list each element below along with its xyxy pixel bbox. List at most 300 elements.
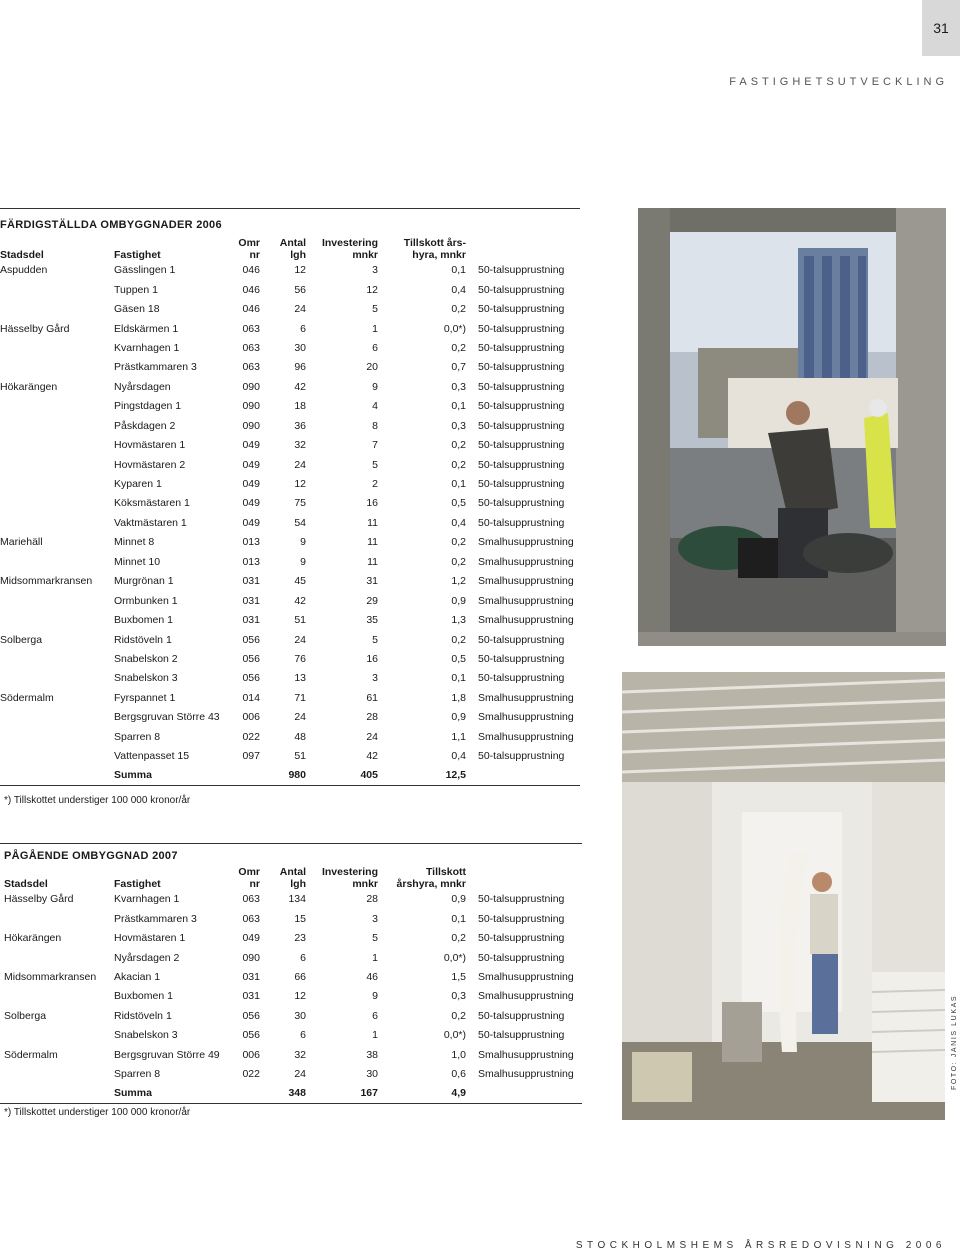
table-row [0, 319, 580, 338]
cell-typ: Smalhusupprustning [478, 536, 574, 549]
cell-fastighet: Hovmästaren 1 [114, 932, 186, 945]
cell-antal: 12 [294, 990, 306, 1003]
cell-tillskott: 0,2 [451, 555, 466, 568]
cell-typ: Smalhusupprustning [478, 970, 574, 983]
table-row [0, 928, 582, 947]
cell-omr: 046 [242, 264, 260, 277]
cell-omr: 056 [242, 652, 260, 665]
cell-antal: 6 [300, 322, 306, 335]
table-row [0, 1006, 582, 1025]
cell-investering: 11 [367, 516, 378, 529]
cell-stadsdel [0, 474, 114, 493]
cell-typ: 50-talsupprustning [478, 633, 565, 646]
cell-typ: Smalhusupprustning [478, 575, 574, 588]
cell-investering: 46 [366, 970, 378, 983]
cell-fastighet: Nyårsdagen [114, 380, 171, 393]
cell-tillskott: 0,3 [451, 990, 466, 1003]
table-row [0, 494, 580, 513]
cell-omr: 049 [242, 932, 260, 945]
cell-stadsdel [0, 649, 114, 668]
cell-fastighet: Sparren 8 [114, 1068, 161, 1081]
cell-fastighet: Köksmästaren 1 [114, 497, 190, 510]
cell-typ: 50-talsupprustning [478, 419, 565, 432]
cell-antal: 42 [294, 380, 306, 393]
cell-stadsdel [0, 909, 114, 928]
cell-fastighet: Vaktmästaren 1 [114, 516, 187, 529]
cell-typ: 50-talsupprustning [478, 439, 565, 452]
cell-stadsdel [0, 455, 114, 474]
table-row [0, 591, 580, 610]
cell-omr: 090 [242, 400, 260, 413]
table-row [0, 377, 580, 396]
cell-tillskott: 0,9 [451, 711, 466, 724]
cell-investering: 42 [366, 750, 378, 763]
cell-fastighet: Ormbunken 1 [114, 594, 178, 607]
cell-fastighet: Vattenpasset 15 [114, 750, 190, 763]
table-row [0, 358, 580, 377]
cell-typ: 50-talsupprustning [478, 380, 565, 393]
col-header-fastighet: Fastighet [114, 248, 161, 261]
cell-typ: 50-talsupprustning [478, 283, 565, 296]
cell-fastighet: Sparren 8 [114, 730, 161, 743]
cell-omr: 031 [242, 614, 260, 627]
cell-typ: Smalhusupprustning [478, 990, 574, 1003]
table-row [0, 708, 580, 727]
cell-investering: 5 [372, 932, 378, 945]
cell-tillskott: 0,3 [451, 380, 466, 393]
cell-typ: 50-talsupprustning [478, 652, 565, 665]
cell-stadsdel [0, 766, 114, 785]
col-header-investering: Investering mnkr [321, 236, 378, 261]
cell-investering: 6 [372, 341, 378, 354]
cell-omr: 049 [242, 458, 260, 471]
cell-antal: 6 [300, 951, 306, 964]
cell-antal: 23 [294, 932, 306, 945]
cell-typ [466, 1084, 582, 1103]
col-header-tillskott: Tillskott års- hyra, mnkr [403, 236, 466, 261]
cell-fastighet: Nyårsdagen 2 [114, 951, 180, 964]
cell-stadsdel [0, 397, 114, 416]
cell-investering: 1 [372, 1029, 378, 1042]
cell-tillskott: 0,9 [451, 594, 466, 607]
cell-tillskott: 0,2 [451, 1009, 466, 1022]
cell-fastighet: Tuppen 1 [114, 283, 158, 296]
cell-fastighet: Ridstöveln 1 [114, 633, 172, 646]
table-row [0, 474, 580, 493]
cell-investering: 3 [372, 264, 378, 277]
cell-stadsdel: Solberga [0, 633, 43, 646]
photo-interior-renovation [622, 672, 945, 1120]
cell-typ: 50-talsupprustning [478, 516, 565, 529]
cell-stadsdel [0, 746, 114, 765]
cell-investering: 24 [366, 730, 378, 743]
cell-investering: 16 [366, 497, 378, 510]
cell-antal: 348 [260, 1084, 306, 1103]
footer-title: STOCKHOLMSHEMS ÅRSREDOVISNING 2006 [575, 1240, 946, 1251]
cell-tillskott: 0,4 [451, 283, 466, 296]
footnote: *) Tillskottet understiger 100 000 kronor/år [4, 795, 191, 806]
cell-tillskott: 1,5 [451, 970, 466, 983]
cell-stadsdel: Södermalm [4, 1048, 58, 1061]
cell-typ: Smalhusupprustning [478, 555, 574, 568]
cell-stadsdel [0, 552, 114, 571]
cell-tillskott: 0,2 [451, 536, 466, 549]
cell-typ: 50-talsupprustning [478, 497, 565, 510]
cell-antal: 36 [294, 419, 306, 432]
cell-omr: 049 [242, 439, 260, 452]
table-caption: PÅGÅENDE OMBYGGNAD 2007 [0, 844, 582, 862]
cell-antal: 32 [294, 439, 306, 452]
cell-omr: 097 [242, 750, 260, 763]
cell-omr: 014 [242, 691, 260, 704]
cell-typ: Smalhusupprustning [478, 691, 574, 704]
cell-typ: 50-talsupprustning [478, 458, 565, 471]
table-row [0, 533, 580, 552]
cell-tillskott: 0,5 [451, 652, 466, 665]
cell-omr: 056 [242, 1009, 260, 1022]
cell-antal: 51 [294, 614, 306, 627]
cell-tillskott: 0,7 [451, 361, 466, 374]
cell-omr: 006 [242, 1048, 260, 1061]
ongoing-renovations-table [0, 843, 582, 1104]
cell-antal: 66 [294, 970, 306, 983]
table-row [0, 513, 580, 532]
table-row [0, 890, 582, 909]
cell-investering: 11 [367, 536, 378, 549]
cell-investering: 12 [366, 283, 378, 296]
cell-investering: 8 [372, 419, 378, 432]
cell-tillskott: 0,1 [451, 400, 466, 413]
cell-omr: 046 [242, 303, 260, 316]
cell-tillskott: 1,1 [451, 730, 466, 743]
cell-antal: 96 [294, 361, 306, 374]
cell-fastighet: Påskdagen 2 [114, 419, 176, 432]
table-row [0, 1045, 582, 1064]
cell-antal: 51 [294, 750, 306, 763]
cell-stadsdel [0, 727, 114, 746]
cell-tillskott: 0,1 [451, 912, 466, 925]
cell-stadsdel [0, 591, 114, 610]
cell-investering: 38 [366, 1048, 378, 1061]
cell-investering: 28 [366, 893, 378, 906]
cell-omr: 031 [242, 594, 260, 607]
cell-stadsdel [0, 1064, 114, 1083]
cell-fastighet: Minnet 8 [114, 536, 155, 549]
cell-tillskott: 0,4 [451, 516, 466, 529]
cell-investering: 31 [366, 575, 378, 588]
cell-tillskott: 0,1 [451, 478, 466, 491]
cell-fastighet: Kvarnhagen 1 [114, 341, 180, 354]
cell-tillskott: 0,1 [451, 672, 466, 685]
cell-tillskott: 1,2 [451, 575, 466, 588]
cell-stadsdel [0, 416, 114, 435]
cell-tillskott: 0,2 [451, 932, 466, 945]
table-row [0, 948, 582, 967]
cell-tillskott: 0,9 [451, 893, 466, 906]
cell-stadsdel: Hökarängen [4, 932, 62, 945]
cell-typ: Smalhusupprustning [478, 730, 574, 743]
cell-omr [238, 1084, 260, 1103]
cell-antal: 71 [294, 691, 306, 704]
completed-renovations-table [0, 208, 580, 786]
cell-fastighet: Prästkammaren 3 [114, 361, 197, 374]
col-header-fastighet: Fastighet [114, 877, 161, 890]
cell-tillskott: 1,8 [451, 691, 466, 704]
cell-omr: 090 [242, 951, 260, 964]
cell-tillskott: 0,4 [451, 750, 466, 763]
cell-stadsdel [0, 708, 114, 727]
cell-typ: 50-talsupprustning [478, 672, 565, 685]
table-row [0, 727, 580, 746]
cell-omr: 056 [242, 672, 260, 685]
cell-tillskott: 0,2 [451, 341, 466, 354]
table-row [0, 1064, 582, 1083]
table-row [0, 572, 580, 591]
sum-row [0, 1084, 582, 1103]
cell-tillskott: 0,5 [451, 497, 466, 510]
cell-fastighet: Kvarnhagen 1 [114, 893, 180, 906]
cell-omr: 022 [242, 730, 260, 743]
cell-fastighet: Buxbomen 1 [114, 990, 173, 1003]
cell-typ: Smalhusupprustning [478, 1068, 574, 1081]
cell-stadsdel [0, 494, 114, 513]
cell-tillskott: 12,5 [378, 766, 466, 785]
table-row [0, 669, 580, 688]
table-row [0, 280, 580, 299]
cell-typ: 50-talsupprustning [478, 341, 565, 354]
col-header-tillskott: Tillskott årshyra, mnkr [396, 865, 466, 890]
col-header-antal: Antal lgh [279, 865, 306, 890]
cell-investering: 5 [372, 458, 378, 471]
cell-omr: 031 [242, 990, 260, 1003]
cell-stadsdel [0, 948, 114, 967]
cell-typ: 50-talsupprustning [478, 322, 565, 335]
cell-omr: 046 [242, 283, 260, 296]
footnote: *) Tillskottet understiger 100 000 kronor/år [4, 1107, 191, 1118]
cell-investering: 35 [366, 614, 378, 627]
photo-credit: FOTO: JANIS LUKAS [951, 994, 958, 1090]
cell-omr: 090 [242, 419, 260, 432]
cell-antal: 12 [294, 478, 306, 491]
cell-antal: 30 [294, 341, 306, 354]
cell-omr: 031 [242, 970, 260, 983]
cell-tillskott: 0,2 [451, 458, 466, 471]
cell-stadsdel: Södermalm [0, 691, 54, 704]
cell-typ: 50-talsupprustning [478, 400, 565, 413]
cell-omr: 063 [242, 322, 260, 335]
cell-typ: Smalhusupprustning [478, 1048, 574, 1061]
cell-fastighet: Bergsgruvan Större 43 [114, 711, 220, 724]
cell-investering: 5 [372, 633, 378, 646]
cell-antal: 24 [294, 633, 306, 646]
cell-investering: 1 [372, 951, 378, 964]
cell-fastighet: Hovmästaren 1 [114, 439, 186, 452]
cell-investering: 6 [372, 1009, 378, 1022]
table-row [0, 397, 580, 416]
cell-fastighet: Eldskärmen 1 [114, 322, 179, 335]
col-header-investering: Investering mnkr [321, 865, 378, 890]
cell-tillskott: 0,0*) [443, 951, 466, 964]
cell-antal: 24 [294, 1068, 306, 1081]
table-row [0, 552, 580, 571]
cell-antal: 42 [294, 594, 306, 607]
cell-antal: 24 [294, 303, 306, 316]
cell-fastighet: Minnet 10 [114, 555, 161, 568]
cell-typ: 50-talsupprustning [478, 264, 565, 277]
table-row [0, 338, 580, 357]
cell-stadsdel [0, 513, 114, 532]
cell-antal: 48 [294, 730, 306, 743]
table-row [0, 610, 580, 629]
cell-typ: 50-talsupprustning [478, 932, 565, 945]
cell-fastighet: Prästkammaren 3 [114, 912, 197, 925]
cell-fastighet: Bergsgruvan Större 49 [114, 1048, 220, 1061]
cell-omr: 063 [242, 912, 260, 925]
cell-antal: 24 [294, 458, 306, 471]
cell-antal: 32 [294, 1048, 306, 1061]
table-row [0, 299, 580, 318]
cell-stadsdel: Hässelby Gård [4, 893, 74, 906]
cell-stadsdel [0, 435, 114, 454]
cell-fastighet: Akacian 1 [114, 970, 161, 983]
cell-antal: 13 [294, 672, 306, 685]
cell-omr: 049 [242, 497, 260, 510]
cell-fastighet: Murgrönan 1 [114, 575, 174, 588]
cell-tillskott: 4,9 [378, 1084, 466, 1103]
sum-row [0, 766, 580, 785]
cell-investering: 7 [372, 439, 378, 452]
cell-investering: 405 [306, 766, 378, 785]
cell-investering: 61 [366, 691, 378, 704]
cell-antal: 9 [300, 555, 306, 568]
table-row [0, 649, 580, 668]
cell-antal: 24 [294, 711, 306, 724]
cell-fastighet: Summa [114, 766, 238, 785]
cell-antal: 30 [294, 1009, 306, 1022]
cell-omr: 063 [242, 341, 260, 354]
col-header-omr: Omr nr [238, 865, 260, 890]
cell-investering: 3 [372, 912, 378, 925]
cell-typ: 50-talsupprustning [478, 1029, 565, 1042]
cell-investering: 28 [366, 711, 378, 724]
cell-fastighet: Gässlingen 1 [114, 264, 176, 277]
cell-investering: 9 [372, 380, 378, 393]
cell-antal: 76 [294, 652, 306, 665]
cell-stadsdel [0, 610, 114, 629]
cell-tillskott: 0,2 [451, 303, 466, 316]
cell-antal: 980 [260, 766, 306, 785]
cell-stadsdel: Hässelby Gård [0, 322, 70, 335]
cell-typ: Smalhusupprustning [478, 711, 574, 724]
cell-tillskott: 0,3 [451, 419, 466, 432]
cell-fastighet: Snabelskon 3 [114, 672, 178, 685]
cell-antal: 56 [294, 283, 306, 296]
cell-antal: 45 [294, 575, 306, 588]
cell-fastighet: Snabelskon 3 [114, 1029, 178, 1042]
cell-typ: 50-talsupprustning [478, 750, 565, 763]
cell-investering: 16 [366, 652, 378, 665]
table-row [0, 455, 580, 474]
table-row [0, 746, 580, 765]
table-row [0, 630, 580, 649]
table-row [0, 416, 580, 435]
cell-antal: 9 [300, 536, 306, 549]
cell-stadsdel: Aspudden [0, 264, 48, 277]
cell-investering: 1 [372, 322, 378, 335]
cell-antal: 12 [294, 264, 306, 277]
cell-stadsdel [0, 338, 114, 357]
cell-typ: 50-talsupprustning [478, 912, 565, 925]
cell-investering: 3 [372, 672, 378, 685]
cell-fastighet: Kyparen 1 [114, 478, 162, 491]
cell-omr: 006 [242, 711, 260, 724]
cell-stadsdel [0, 358, 114, 377]
cell-stadsdel [0, 987, 114, 1006]
cell-omr: 013 [242, 536, 260, 549]
cell-tillskott: 0,6 [451, 1068, 466, 1081]
cell-typ: Smalhusupprustning [478, 614, 574, 627]
cell-tillskott: 0,2 [451, 439, 466, 452]
cell-investering: 5 [372, 303, 378, 316]
col-header-omr: Omr nr [238, 236, 260, 261]
col-header-stadsdel: Stadsdel [0, 248, 44, 261]
cell-antal: 75 [294, 497, 306, 510]
cell-omr: 063 [242, 361, 260, 374]
cell-typ: Smalhusupprustning [478, 594, 574, 607]
cell-antal: 54 [294, 516, 306, 529]
cell-investering: 4 [372, 400, 378, 413]
cell-omr: 022 [242, 1068, 260, 1081]
cell-tillskott: 1,3 [451, 614, 466, 627]
cell-omr [238, 766, 260, 785]
cell-tillskott: 0,0*) [443, 322, 466, 335]
cell-stadsdel [0, 1084, 114, 1103]
cell-investering: 20 [366, 361, 378, 374]
cell-typ: 50-talsupprustning [478, 893, 565, 906]
table-row [0, 909, 582, 928]
cell-fastighet: Buxbomen 1 [114, 614, 173, 627]
cell-stadsdel [0, 299, 114, 318]
cell-typ: 50-talsupprustning [478, 951, 565, 964]
cell-investering: 29 [366, 594, 378, 607]
cell-tillskott: 1,0 [451, 1048, 466, 1061]
table-row [0, 967, 582, 986]
cell-omr: 056 [242, 633, 260, 646]
cell-fastighet: Gäsen 18 [114, 303, 160, 316]
cell-fastighet: Snabelskon 2 [114, 652, 178, 665]
cell-omr: 090 [242, 380, 260, 393]
cell-stadsdel: Mariehäll [0, 536, 43, 549]
cell-typ [466, 766, 580, 785]
cell-investering: 2 [372, 478, 378, 491]
cell-omr: 063 [242, 893, 260, 906]
cell-stadsdel: Hökarängen [0, 380, 58, 393]
table-row [0, 435, 580, 454]
cell-fastighet: Pingstdagen 1 [114, 400, 182, 413]
cell-omr: 049 [242, 516, 260, 529]
cell-fastighet: Summa [114, 1084, 238, 1103]
cell-stadsdel: Solberga [4, 1009, 47, 1022]
table-row [0, 1026, 582, 1045]
table-row [0, 987, 582, 1006]
cell-typ: 50-talsupprustning [478, 478, 565, 491]
cell-tillskott: 0,1 [451, 264, 466, 277]
cell-fastighet: Fyrspannet 1 [114, 691, 176, 704]
photo-construction-workers [638, 208, 946, 646]
col-header-stadsdel: Stadsdel [4, 877, 48, 890]
table-caption: FÄRDIGSTÄLLDA OMBYGGNADER 2006 [0, 209, 580, 231]
section-title: FASTIGHETSUTVECKLING [729, 76, 948, 88]
